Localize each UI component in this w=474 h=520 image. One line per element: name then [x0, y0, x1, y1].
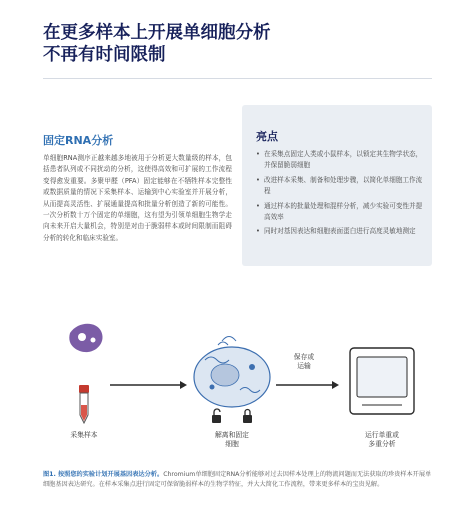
- highlight-item: • 同时对基因表达和细胞表面蛋白进行高度灵敏地测定: [256, 226, 424, 237]
- highlights-list: [256, 149, 424, 241]
- workflow-figure: [0, 315, 474, 455]
- highlights-title: 亮点: [256, 130, 278, 143]
- sample-tube-icon: [79, 385, 89, 423]
- step-collect-label: 采集样本: [70, 431, 98, 439]
- step-fix-line-1: 解离和固定: [215, 431, 249, 439]
- chromium-instrument-icon: [350, 348, 414, 414]
- transport-line-1: 保存或: [293, 353, 315, 361]
- title-line-2: 不再有时间限制: [43, 45, 166, 65]
- fixed-cell-icon: [194, 337, 270, 408]
- section-body: 单细胞RNA测序正越来越多地被用于分析更大数量级的样本，包括患者队列或不同扰动的分析，这使得高效和可扩展的工作流程变得愈发重要。多聚甲醛（PFA）固定能够在不牺牲样本完整性或数据质量的情况下采集样本、运输到中心实验室并开展分析，从而提高灵活性、扩展通量提高和批量分析创造了新的可能性。一次分析数十万个固定的单细胞，这有望为引领单细胞生物学走向未来开启大量机会，特别是对由于脆弱样本或时间限制而阻碍分析的转化和临床实验室。: [43, 154, 232, 242]
- lock-open-icon: [212, 409, 221, 423]
- arrow-icon: [276, 381, 339, 389]
- step-run-label: [352, 431, 412, 449]
- lock-closed-icon: [243, 410, 252, 424]
- transport-line-2: 运输: [297, 362, 311, 370]
- step-run-line-2: 多重分析: [368, 440, 396, 448]
- tissue-icon: [69, 324, 102, 352]
- highlight-item: • 在采集点固定人类或小鼠样本，以锁定其生物学状态，并保留脆弱细胞: [256, 149, 424, 172]
- step-run-line-1: 运行单重或: [365, 431, 399, 439]
- highlight-item: • 改进样本采集、制备和处理步骤，以简化单细胞工作流程: [256, 175, 424, 198]
- figure-caption: [43, 470, 433, 489]
- title-divider: [43, 78, 432, 79]
- step-fix-label: [204, 431, 260, 449]
- page-title: [43, 22, 443, 66]
- title-line-1: 在更多样本上开展单细胞分析: [43, 23, 271, 43]
- caption-bold: 图1. 按照您的实验计划开展基因表达分析。: [43, 471, 164, 478]
- section-heading: 固定RNA分析: [43, 134, 114, 147]
- arrow-icon: [110, 381, 187, 389]
- transport-label: [284, 353, 324, 371]
- step-fix-line-2: 细胞: [225, 440, 239, 448]
- caption-text: Chromium单细胞固定RNA分析能够对过去因样本处理上的物流问题而无法获取的珍贵样本开展单细胞基因表达研究。在样本采集点进行固定可保留脆弱样本的生物学特征，并大大简化工作流程，带来更多样本的宝贵见解。: [43, 471, 432, 488]
- highlights-panel: [242, 105, 432, 266]
- highlight-item: • 通过样本的批量处理和混样分析，减少实验可变性并提高效率: [256, 201, 424, 224]
